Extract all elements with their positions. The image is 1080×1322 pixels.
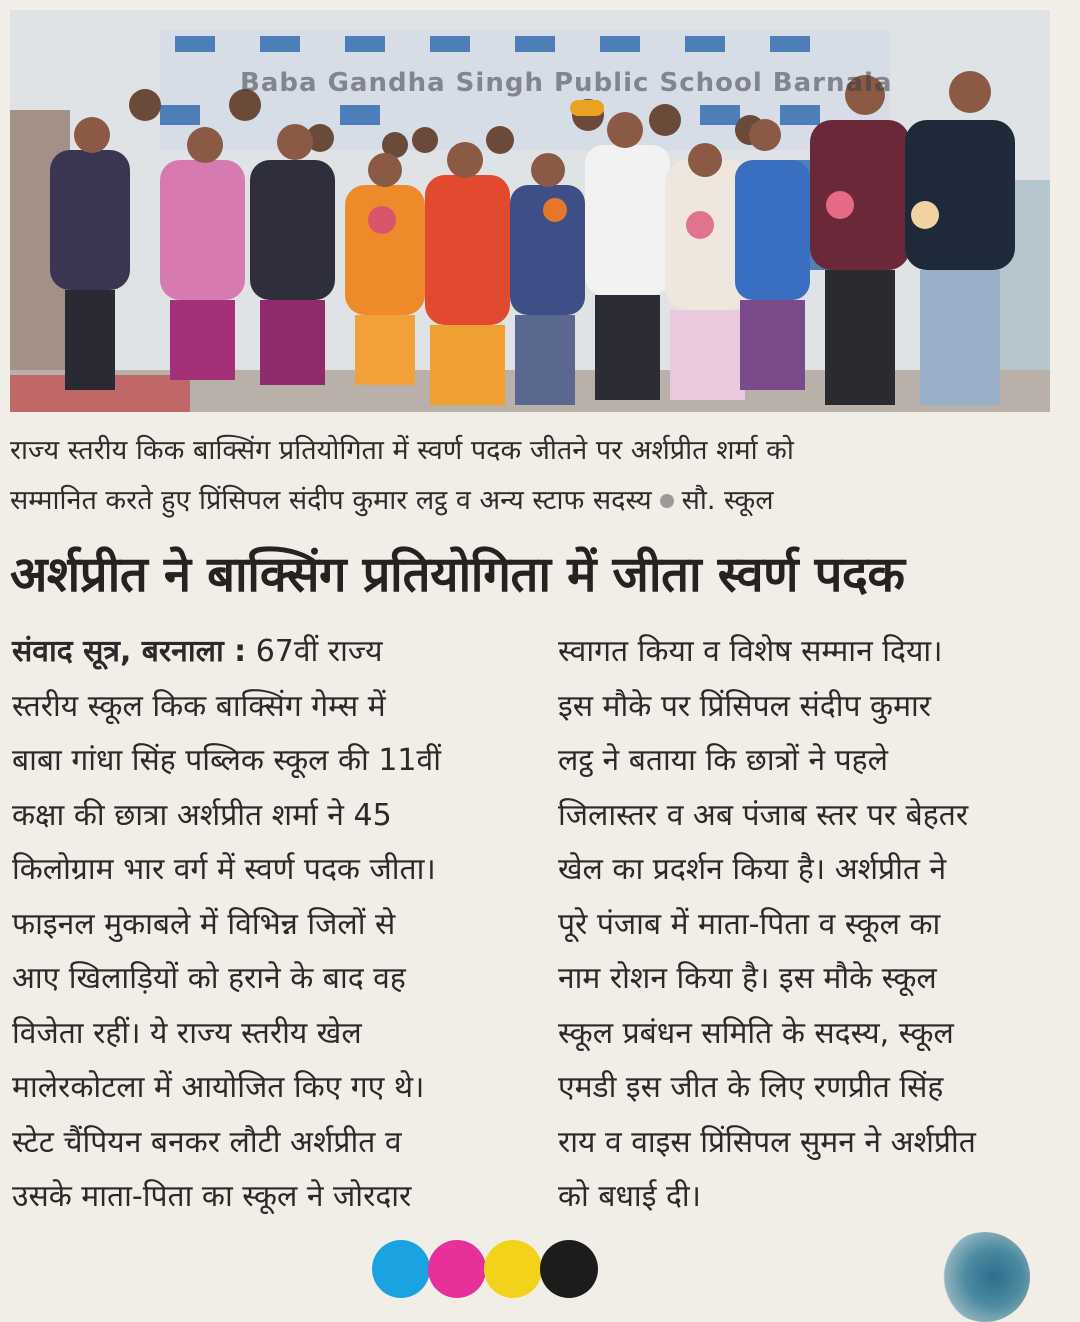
headline: अर्शप्रीत ने बाक्सिंग प्रतियोगिता में जीता स्वर्ण पदक xyxy=(10,546,905,603)
article-line: स्कूल प्रबंधन समिति के सदस्य, स्कूल xyxy=(558,1015,954,1051)
article-line: एमडी इस जीत के लिए रणप्रीत सिंह xyxy=(558,1070,944,1105)
article-line: मालेरकोटला में आयोजित किए गए थे। xyxy=(12,1070,425,1105)
article-column-right xyxy=(558,625,1078,1225)
article-line: स्टेट चैंपियन बनकर लौटी अर्शप्रीत व xyxy=(12,1124,402,1160)
registration-mark-black xyxy=(540,1240,598,1298)
dateline: संवाद सूत्र, बरनाला : xyxy=(12,634,247,669)
print-corner-mark xyxy=(940,1232,1030,1322)
article-line: किलोग्राम भार वर्ग में स्वर्ण पदक जीता। xyxy=(12,852,436,887)
article-line: खेल का प्रदर्शन किया है। अर्शप्रीत ने xyxy=(558,852,947,887)
article-line: बाबा गांधा सिंह पब्लिक स्कूल की 11वीं xyxy=(12,743,441,778)
registration-mark-cyan xyxy=(372,1240,430,1298)
group-photo xyxy=(10,10,1050,412)
article-line: जिलास्तर व अब पंजाब स्तर पर बेहतर xyxy=(558,797,969,833)
article-line: राय व वाइस प्रिंसिपल सुमन ने अर्शप्रीत xyxy=(558,1124,976,1160)
article-line: इस मौके पर प्रिंसिपल संदीप कुमार xyxy=(558,688,932,724)
article-line: उसके माता-पिता का स्कूल ने जोरदार xyxy=(12,1179,412,1214)
caption-line-2 xyxy=(10,476,1070,526)
registration-mark-yellow xyxy=(484,1240,542,1298)
article-column-left xyxy=(12,625,532,1225)
article-line: स्वागत किया व विशेष सम्मान दिया। xyxy=(558,634,943,669)
article-line: विजेता रहीं। ये राज्य स्तरीय खेल xyxy=(12,1015,362,1051)
registration-mark-magenta xyxy=(428,1240,486,1298)
article-line-text: 67वीं राज्य xyxy=(246,634,383,669)
article-line xyxy=(12,625,532,680)
caption-line-1: राज्य स्तरीय किक बाक्सिंग प्रतियोगिता में स्वर्ण पदक जीतने पर अर्शप्रीत शर्मा को xyxy=(10,435,794,466)
school-banner-text: Baba Gandha Singh Public School Barnala xyxy=(240,68,893,98)
article-line: आए खिलाड़ियों को हराने के बाद वह xyxy=(12,961,406,996)
bullet-icon xyxy=(660,494,674,508)
article-line: पूरे पंजाब में माता-पिता व स्कूल का xyxy=(558,906,941,942)
article-line: फाइनल मुकाबले में विभिन्न जिलों से xyxy=(12,906,396,942)
article-line: कक्षा की छात्रा अर्शप्रीत शर्मा ने 45 xyxy=(12,797,392,833)
caption-credit: सौ. स्कूल xyxy=(681,485,774,516)
article-line: लट्ठ ने बताया कि छात्रों ने पहले xyxy=(558,743,888,778)
photo-caption xyxy=(10,426,1070,526)
caption-line-2-text: सम्मानित करते हुए प्रिंसिपल संदीप कुमार लट्ठ व अन्य स्टाफ सदस्य xyxy=(10,485,652,516)
article-line: स्तरीय स्कूल किक बाक्सिंग गेम्स में xyxy=(12,688,386,724)
article-line: नाम रोशन किया है। इस मौके स्कूल xyxy=(558,961,937,996)
article-line: को बधाई दी। xyxy=(558,1179,702,1214)
